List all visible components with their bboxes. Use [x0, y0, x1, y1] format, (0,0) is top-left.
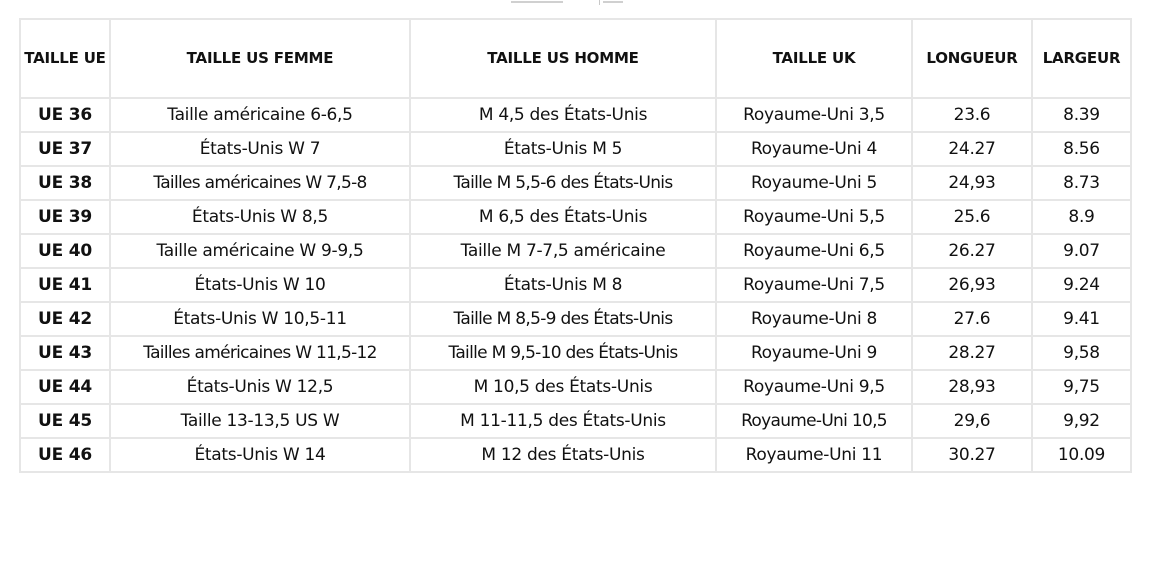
- cell-uk: Royaume-Uni 3,5: [716, 98, 912, 132]
- cell-width: 9.07: [1032, 234, 1131, 268]
- top-decoration-divider: [599, 0, 600, 5]
- cell-us-women: États-Unis W 14: [110, 438, 410, 472]
- cell-us-women: Taille 13-13,5 US W: [110, 404, 410, 438]
- cell-length: 24,93: [912, 166, 1032, 200]
- table-row: [20, 370, 1131, 404]
- cell-us-men: M 4,5 des États-Unis: [410, 98, 716, 132]
- cell-us-men: Taille M 7-7,5 américaine: [410, 234, 716, 268]
- cell-length: 28,93: [912, 370, 1032, 404]
- top-decoration-bar: [511, 1, 563, 3]
- cell-width: 9,92: [1032, 404, 1131, 438]
- table-row: [20, 234, 1131, 268]
- cell-us-women: Taille américaine W 9-9,5: [110, 234, 410, 268]
- cell-us-men: M 11-11,5 des États-Unis: [410, 404, 716, 438]
- cell-width: 10.09: [1032, 438, 1131, 472]
- header-eu-size: TAILLE UE: [20, 19, 110, 98]
- cell-width: 9.41: [1032, 302, 1131, 336]
- cell-eu-size: UE 36: [20, 98, 110, 132]
- table-body: [20, 98, 1131, 472]
- cell-eu-size: UE 43: [20, 336, 110, 370]
- cell-uk: Royaume-Uni 10,5: [716, 404, 912, 438]
- cell-us-women: États-Unis W 10,5-11: [110, 302, 410, 336]
- cell-width: 9,75: [1032, 370, 1131, 404]
- cell-uk: Royaume-Uni 9: [716, 336, 912, 370]
- cell-eu-size: UE 38: [20, 166, 110, 200]
- cell-width: 9,58: [1032, 336, 1131, 370]
- cell-length: 23.6: [912, 98, 1032, 132]
- cell-us-women: Tailles américaines W 11,5-12: [110, 336, 410, 370]
- cell-uk: Royaume-Uni 7,5: [716, 268, 912, 302]
- header-width: LARGEUR: [1032, 19, 1131, 98]
- cell-eu-size: UE 41: [20, 268, 110, 302]
- cell-uk: Royaume-Uni 9,5: [716, 370, 912, 404]
- table-row: [20, 268, 1131, 302]
- cell-length: 30.27: [912, 438, 1032, 472]
- cell-eu-size: UE 42: [20, 302, 110, 336]
- cell-us-women: Taille américaine 6-6,5: [110, 98, 410, 132]
- cell-us-women: États-Unis W 7: [110, 132, 410, 166]
- header-row: [20, 19, 1131, 98]
- cell-length: 27.6: [912, 302, 1032, 336]
- cell-eu-size: UE 44: [20, 370, 110, 404]
- cell-uk: Royaume-Uni 5: [716, 166, 912, 200]
- table-row: [20, 132, 1131, 166]
- cell-width: 8.73: [1032, 166, 1131, 200]
- cell-length: 25.6: [912, 200, 1032, 234]
- cell-eu-size: UE 40: [20, 234, 110, 268]
- cell-us-men: M 12 des États-Unis: [410, 438, 716, 472]
- header-length: LONGUEUR: [912, 19, 1032, 98]
- header-us-women-size: TAILLE US FEMME: [110, 19, 410, 98]
- cell-length: 24.27: [912, 132, 1032, 166]
- table-header: [20, 19, 1131, 98]
- table-row: [20, 302, 1131, 336]
- cell-length: 26.27: [912, 234, 1032, 268]
- cell-eu-size: UE 46: [20, 438, 110, 472]
- cell-us-women: États-Unis W 12,5: [110, 370, 410, 404]
- cell-length: 26,93: [912, 268, 1032, 302]
- table-row: [20, 200, 1131, 234]
- cell-us-men: États-Unis M 8: [410, 268, 716, 302]
- cell-eu-size: UE 37: [20, 132, 110, 166]
- cell-us-men: Taille M 8,5-9 des États-Unis: [410, 302, 716, 336]
- cell-length: 29,6: [912, 404, 1032, 438]
- header-uk-size: TAILLE UK: [716, 19, 912, 98]
- cell-width: 9.24: [1032, 268, 1131, 302]
- cell-eu-size: UE 45: [20, 404, 110, 438]
- table-row: [20, 98, 1131, 132]
- table-row: [20, 336, 1131, 370]
- table-row: [20, 404, 1131, 438]
- cell-us-men: M 10,5 des États-Unis: [410, 370, 716, 404]
- cell-us-men: Taille M 5,5-6 des États-Unis: [410, 166, 716, 200]
- table-row: [20, 438, 1131, 472]
- cell-us-men: Taille M 9,5-10 des États-Unis: [410, 336, 716, 370]
- cell-us-women: Tailles américaines W 7,5-8: [110, 166, 410, 200]
- cell-uk: Royaume-Uni 4: [716, 132, 912, 166]
- cell-width: 8.39: [1032, 98, 1131, 132]
- cell-eu-size: UE 39: [20, 200, 110, 234]
- cell-uk: Royaume-Uni 8: [716, 302, 912, 336]
- cell-us-men: M 6,5 des États-Unis: [410, 200, 716, 234]
- cell-us-women: États-Unis W 10: [110, 268, 410, 302]
- cell-us-men: États-Unis M 5: [410, 132, 716, 166]
- cell-uk: Royaume-Uni 6,5: [716, 234, 912, 268]
- cell-uk: Royaume-Uni 5,5: [716, 200, 912, 234]
- cell-length: 28.27: [912, 336, 1032, 370]
- top-decoration-bar: [603, 1, 623, 3]
- cell-uk: Royaume-Uni 11: [716, 438, 912, 472]
- size-conversion-table: [19, 18, 1132, 473]
- top-decoration: [511, 0, 641, 6]
- header-us-men-size: TAILLE US HOMME: [410, 19, 716, 98]
- cell-us-women: États-Unis W 8,5: [110, 200, 410, 234]
- table-row: [20, 166, 1131, 200]
- cell-width: 8.9: [1032, 200, 1131, 234]
- cell-width: 8.56: [1032, 132, 1131, 166]
